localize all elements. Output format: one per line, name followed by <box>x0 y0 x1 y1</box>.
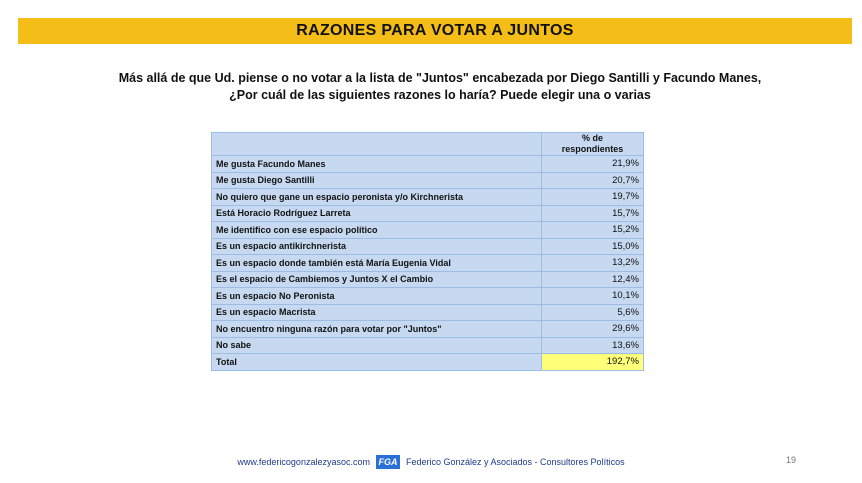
table-row <box>212 321 644 338</box>
results-table <box>211 132 644 371</box>
row-label: Me gusta Diego Santilli <box>212 172 542 189</box>
row-label: Está Horacio Rodríguez Larreta <box>212 205 542 222</box>
row-label: Es un espacio donde también está María Eugenia Vidal <box>212 255 542 272</box>
page-number: 19 <box>785 455 796 465</box>
row-label: Total <box>212 354 542 371</box>
footer <box>0 455 862 469</box>
row-value: 15,2% <box>542 222 644 239</box>
row-label: No sabe <box>212 337 542 354</box>
table-row <box>212 337 644 354</box>
table-row <box>212 238 644 255</box>
row-value: 19,7% <box>542 189 644 206</box>
row-label: Me gusta Facundo Manes <box>212 156 542 173</box>
table-row <box>212 205 644 222</box>
footer-company: Federico González y Asociados - Consultores Políticos <box>405 457 625 467</box>
table-row <box>212 288 644 305</box>
row-value: 10,1% <box>542 288 644 305</box>
table-row <box>212 189 644 206</box>
table-row <box>212 271 644 288</box>
row-value: 13,2% <box>542 255 644 272</box>
header-value-cell <box>542 133 644 156</box>
row-value: 29,6% <box>542 321 644 338</box>
row-label: Es un espacio No Peronista <box>212 288 542 305</box>
table-row <box>212 172 644 189</box>
row-label: Es un espacio Macrista <box>212 304 542 321</box>
row-label: No encuentro ninguna razón para votar por "Juntos" <box>212 321 542 338</box>
table-row <box>212 222 644 239</box>
survey-question <box>90 70 790 104</box>
header-value-line-1: % de <box>581 133 603 143</box>
total-row <box>212 354 644 371</box>
row-value: 12,4% <box>542 271 644 288</box>
table-row <box>212 156 644 173</box>
row-value: 21,9% <box>542 156 644 173</box>
table-header-row <box>212 133 644 156</box>
row-label: Es un espacio antikirchnerista <box>212 238 542 255</box>
header-value-line-2: respondientes <box>561 144 624 154</box>
table-row <box>212 304 644 321</box>
row-value: 15,0% <box>542 238 644 255</box>
question-line-2: ¿Por cuál de las siguientes razones lo haría? Puede elegir una o varias <box>229 88 651 102</box>
row-label: Es el espacio de Cambiemos y Juntos X el Cambio <box>212 271 542 288</box>
slide-title: RAZONES PARA VOTAR A JUNTOS <box>18 18 852 44</box>
question-line-1: Más allá de que Ud. piense o no votar a la lista de "Juntos" encabezada por Diego Santilli y Facundo Manes, <box>118 71 762 85</box>
header-label-cell <box>212 133 542 156</box>
row-value: 20,7% <box>542 172 644 189</box>
footer-url[interactable]: www.federicogonzalezyasoc.com <box>237 457 370 467</box>
row-label: Me identifico con ese espacio político <box>212 222 542 239</box>
row-value: 13,6% <box>542 337 644 354</box>
row-value: 5,6% <box>542 304 644 321</box>
row-value: 192,7% <box>542 354 644 371</box>
row-label: No quiero que gane un espacio peronista y/o Kirchnerista <box>212 189 542 206</box>
table-row <box>212 255 644 272</box>
row-value: 15,7% <box>542 205 644 222</box>
fga-logo-icon: FGA <box>376 455 400 469</box>
